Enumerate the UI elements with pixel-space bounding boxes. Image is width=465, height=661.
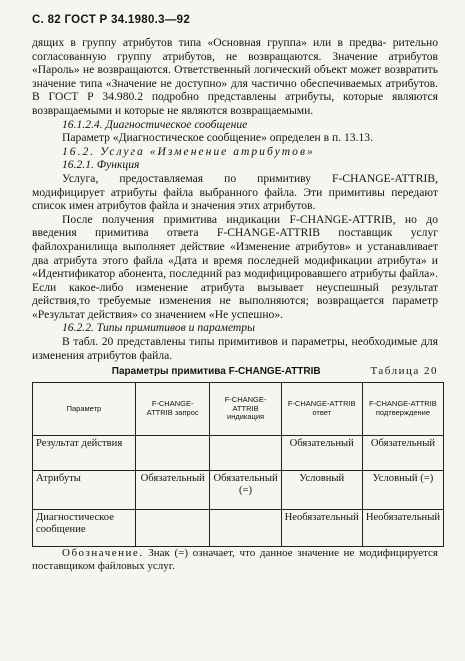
table-cell <box>210 435 281 470</box>
table-cell: Условный <box>281 470 362 509</box>
section-heading-162: 16.2. Услуга «Изменение атрибутов» <box>62 144 315 158</box>
table-note <box>32 547 438 573</box>
paragraph-diagnostic: Параметр «Диагностическое сообщение» определен в п. 13.13. <box>62 131 373 145</box>
page-header: С. 82 ГОСТ Р 34.1980.3—92 <box>32 14 191 26</box>
table-header-cell: F-CHANGE-ATTRIB запрос <box>135 382 210 435</box>
table-row <box>33 435 444 470</box>
note-text: Знак (=) означает, что данное значение не модифицируется поставщиком файловых услуг. <box>32 546 438 572</box>
table-cell: Условный (=) <box>362 470 443 509</box>
paragraph-attributes-return: дящих в группу атрибутов типа «Основная группа» или в предва- рительно согласованную группу атрибутов, не возвращаются. Значение атрибутов «Пароль» не возвращаются. Ответственный логический объект может возвратить значение типа «Значение не доступно» для частично обеспечиваемых атрибутов. В ГОСТ Р 34.980.2 подробно представлены атрибуты, которые являются возвращаемыми и которые не являются возвращаемыми. <box>32 36 438 117</box>
section-heading-1621: 16.2.1. Функция <box>62 158 140 172</box>
table-cell: Атрибуты <box>33 470 136 509</box>
table-cell: Обязательный <box>362 435 443 470</box>
page-content <box>32 36 438 573</box>
table-header-cell: F-CHANGE-ATTRIB подтверждение <box>362 382 443 435</box>
table-caption: Параметры примитива F-CHANGE-ATTRIB <box>111 366 321 378</box>
table-cell: Необязательный <box>362 509 443 546</box>
note-label: Обозначение. <box>62 546 144 559</box>
table-row <box>33 470 444 509</box>
table-cell: Обязательный <box>281 435 362 470</box>
table-caption-row <box>32 365 438 379</box>
paragraph-indication-handling: После получения примитива индикации F-CHANGE-ATTRIB, но до введения примитива ответа F-CHANGE-ATTRIB поставщик услуг файлохранилища выполняет действие «Изменение атрибутов» и устанавливает два атрибута этого файла «Дата и время последней модификации атрибута» и «Идентификатор абонента, последний раз модифицировавшего атрибуты файла». Если какое-либо изменение атрибута вызывает неуспешный результат действия,то требуемые изменения не выполняются; возвращается параметр «Результат действия» со значением «Не успешно». <box>32 212 438 321</box>
table-cell <box>135 509 210 546</box>
table-header-cell: Параметр <box>33 382 136 435</box>
table-cell: Диагностическое сообщение <box>33 509 136 546</box>
parameters-table <box>32 382 444 547</box>
table-cell: Обязательный (=) <box>210 470 281 509</box>
table-cell: Обязательный <box>135 470 210 509</box>
table-header-cell: F-CHANGE-ATTRIB ответ <box>281 382 362 435</box>
table-cell <box>210 509 281 546</box>
table-cell: Результат действия <box>33 435 136 470</box>
section-heading-1622: 16.2.2. Типы примитивов и параметры <box>62 321 255 335</box>
table-header-row <box>33 382 444 435</box>
table-number: Таблица 20 <box>370 365 438 378</box>
paragraph-service-description: Услуга, предоставляемая по примитиву F-CHANGE-ATTRIB, модифицирует атрибуты файла выбранного файла. Эти примитивы передают список имен атрибутов файла и значения этих атрибутов. <box>32 171 438 213</box>
table-header-cell: F-CHANGE-ATTRIB индикация <box>210 382 281 435</box>
table-cell <box>135 435 210 470</box>
paragraph-table-intro: В табл. 20 представлены типы примитивов и параметры, необходимые для изменения атрибутов файла. <box>32 335 438 362</box>
section-heading-16124: 16.1.2.4. Диагностическое сообщение <box>62 117 248 131</box>
table-cell: Необязательный <box>281 509 362 546</box>
table-row <box>33 509 444 546</box>
